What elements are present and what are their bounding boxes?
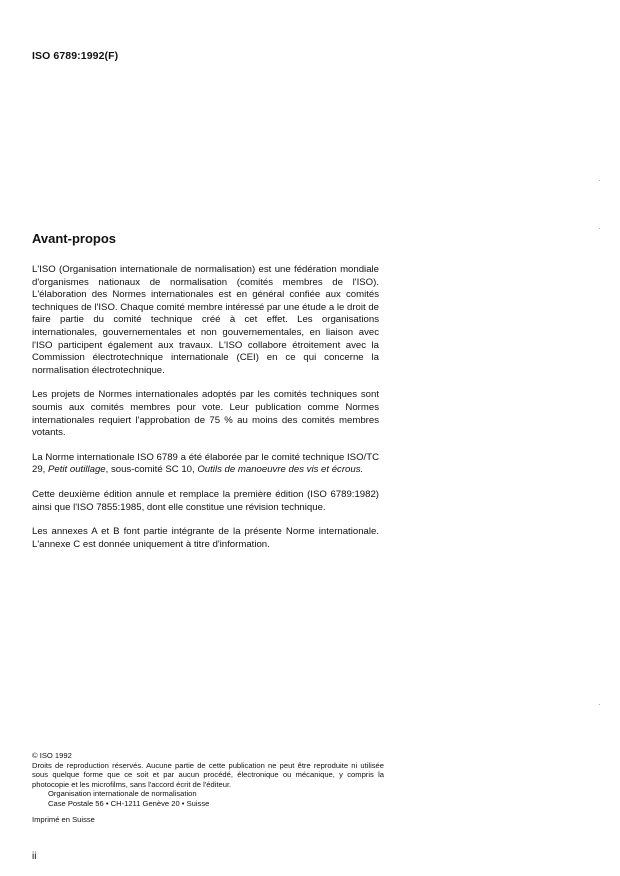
page-number: ii [32, 851, 37, 862]
organisation-name: Organisation internationale de normalisation [48, 789, 197, 799]
para3-text-c: , sous-comité SC 10, [105, 464, 198, 476]
copyright-block [32, 751, 384, 824]
foreword-body [32, 264, 379, 563]
organisation-address: Case Postale 56 • CH-1211 Genève 20 • Suisse [48, 798, 210, 808]
margin-tick-mark: · [598, 700, 601, 709]
document-id: ISO 6789:1992(F) [32, 50, 119, 62]
foreword-paragraph-3 [32, 452, 379, 477]
margin-tick-mark: · [598, 176, 601, 185]
foreword-paragraph-1: L'ISO (Organisation internationale de normalisation) est une fédération mondiale d'organismes nationaux de normalisation (comités membres de l'ISO). L'élaboration des Normes internationales est en général confiée aux comités techniques de l'ISO. Chaque comité membre intéressé par une étude a le droit de faire partie du comité technique créé à cet effet. Les organisations internationales, gouvernementales et non gouvernementales, en liaison avec l'ISO participent également aux travaux. L'ISO collabore étroitement avec la Commission électrotechnique internationale (CEI) en ce qui concerne la normalisation électrotechnique. [32, 264, 379, 376]
para3-committee-name: Petit outillage [48, 464, 106, 476]
foreword-title: Avant-propos [32, 231, 117, 246]
para3-subcommittee-name: Outils de manoeuvre des vis et écrous. [197, 464, 364, 476]
copyright-notice: Droits de reproduction réservés. Aucune partie de cette publication ne peut être reproduite ni utilisée sous quelque forme que ce soit et par aucun procédé, électronique ou mécanique, y compris la photocopie et les microfilms, sans l'accord écrit de l'éditeur. [32, 760, 384, 789]
foreword-paragraph-2: Les projets de Normes internationales adoptés par les comités techniques sont soumis aux comités membres pour vote. Leur publication comme Normes internationales requiert l'approbation de 75 % au moins des comités membres votants. [32, 389, 379, 439]
foreword-paragraph-5: Les annexes A et B font partie intégrante de la présente Norme internationale. L'annexe C est donnée uniquement à titre d'information. [32, 526, 379, 550]
foreword-paragraph-4: Cette deuxième édition annule et remplace la première édition (ISO 6789:1982) ainsi que l'ISO 7855:1985, dont elle constitue une révision technique. [32, 488, 379, 513]
copyright-line: © ISO 1992 [32, 751, 72, 760]
para3-text-a: La Norme internationale ISO 6789 a été élaborée par le comité technique ISO/TC 29, [32, 451, 379, 476]
printed-in: Imprimé en Suisse [32, 814, 95, 824]
margin-tick-mark: · [598, 224, 601, 233]
